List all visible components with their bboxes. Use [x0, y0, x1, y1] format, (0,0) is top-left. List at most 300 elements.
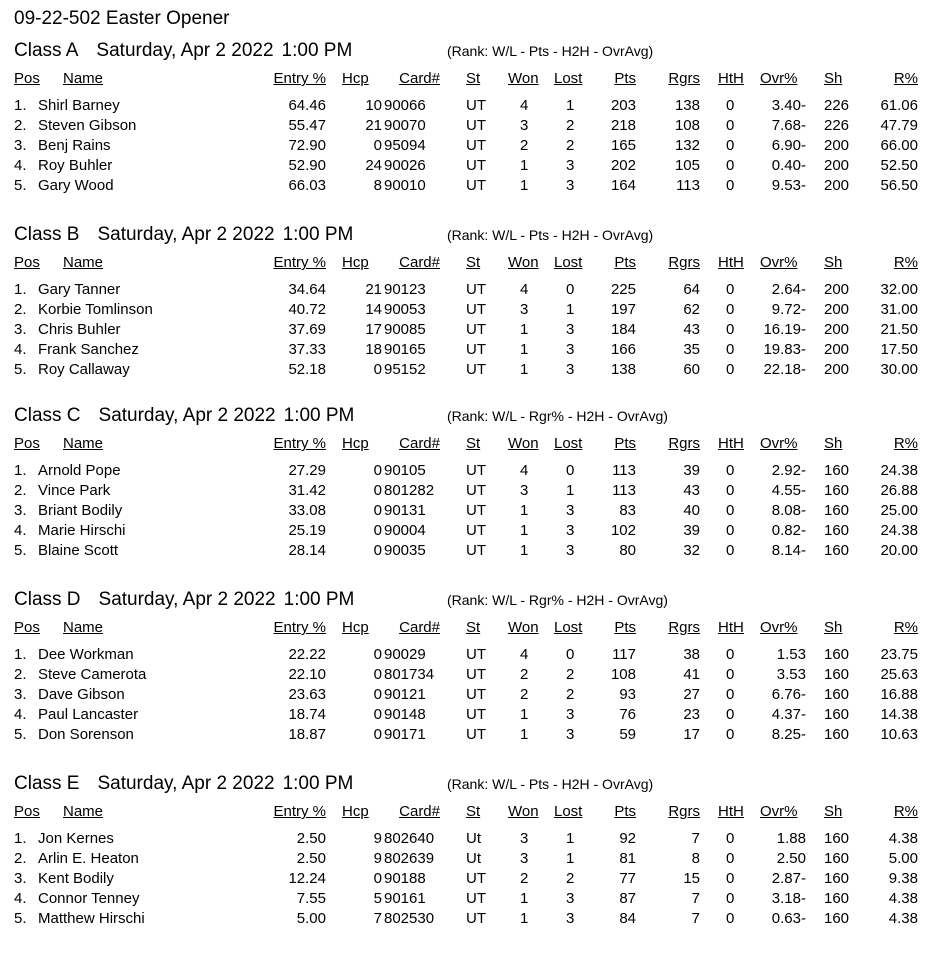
col-header-pts: Pts	[614, 619, 636, 636]
cell-name: Dave Gibson	[38, 686, 125, 703]
cell-r-pct: 24.38	[880, 462, 918, 479]
col-header-lost: Lost	[554, 254, 583, 271]
cell-card: 95152	[384, 361, 426, 378]
cell-name: Marie Hirschi	[38, 522, 126, 539]
cell-entry: 18.74	[288, 706, 326, 723]
col-header-won: Won	[508, 254, 539, 271]
cell-hth: 0	[726, 361, 735, 378]
cell-st: UT	[466, 97, 486, 114]
cell-hcp: 10	[365, 97, 382, 114]
col-header-ovr: Ovr%	[760, 254, 798, 271]
cell-card: 90085	[384, 321, 426, 338]
cell-entry: 2.50	[296, 850, 326, 867]
class-name: Class B	[14, 224, 80, 245]
cell-hth: 0	[726, 850, 735, 867]
cell-hcp: 7	[373, 910, 382, 927]
cell-lost: 3	[566, 706, 575, 723]
cell-ovr: 6.90-	[771, 137, 806, 154]
cell-pts: 76	[619, 706, 636, 723]
cell-hth: 0	[726, 542, 735, 559]
cell-ovr: 19.83-	[763, 341, 806, 358]
cell-hth: 0	[726, 281, 735, 298]
cell-won: 1	[520, 890, 529, 907]
class-section-b	[0, 224, 933, 408]
cell-name: Blaine Scott	[38, 542, 119, 559]
cell-ovr: 2.92-	[771, 462, 806, 479]
cell-card: 90066	[384, 97, 426, 114]
cell-hth: 0	[726, 726, 735, 743]
cell-hcp: 5	[373, 890, 382, 907]
cell-won: 4	[520, 97, 529, 114]
cell-hcp: 0	[373, 462, 382, 479]
col-header-hcp: Hcp	[342, 619, 369, 636]
cell-pos: 2.	[14, 666, 27, 683]
cell-rgrs: 41	[683, 666, 700, 683]
cell-r-pct: 17.50	[880, 341, 918, 358]
cell-sh: 200	[824, 301, 850, 318]
cell-pts: 203	[610, 97, 636, 114]
class-section-e	[0, 773, 933, 957]
cell-hcp: 0	[373, 646, 382, 663]
cell-hth: 0	[726, 482, 735, 499]
col-header-name: Name	[63, 435, 104, 452]
class-heading	[14, 224, 353, 246]
cell-card: 90053	[384, 301, 426, 318]
cell-hth: 0	[726, 462, 735, 479]
cell-st: UT	[466, 910, 486, 927]
col-header-lost: Lost	[554, 803, 583, 820]
cell-lost: 3	[566, 361, 575, 378]
cell-lost: 0	[566, 281, 575, 298]
cell-pts: 113	[612, 482, 636, 499]
col-header-r-pct: R%	[893, 435, 918, 452]
cell-hth: 0	[726, 97, 735, 114]
col-header-r-pct: R%	[893, 70, 918, 87]
cell-rgrs: 39	[683, 522, 700, 539]
cell-entry: 33.08	[288, 502, 326, 519]
class-date: Saturday, Apr 2 2022	[98, 589, 276, 610]
cell-rgrs: 35	[683, 341, 700, 358]
cell-hcp: 8	[373, 177, 382, 194]
cell-entry: 23.63	[288, 686, 326, 703]
cell-r-pct: 4.38	[888, 910, 918, 927]
col-header-st: St	[466, 254, 481, 271]
cell-card: 90161	[384, 890, 426, 907]
class-date: Saturday, Apr 2 2022	[97, 773, 275, 794]
cell-st: UT	[466, 361, 486, 378]
cell-pos: 3.	[14, 870, 27, 887]
cell-won: 1	[520, 177, 529, 194]
cell-pos: 1.	[14, 830, 27, 847]
cell-hcp: 17	[365, 321, 382, 338]
cell-lost: 3	[566, 522, 575, 539]
col-header-ovr: Ovr%	[760, 435, 798, 452]
cell-entry: 12.24	[288, 870, 326, 887]
cell-pts: 77	[619, 870, 636, 887]
cell-pts: 117	[612, 646, 636, 663]
cell-name: Gary Tanner	[38, 281, 121, 298]
cell-r-pct: 26.88	[880, 482, 918, 499]
class-name: Class E	[14, 773, 80, 794]
cell-lost: 3	[566, 890, 575, 907]
cell-pts: 93	[619, 686, 636, 703]
col-header-rgrs: Rgrs	[668, 803, 700, 820]
cell-hth: 0	[726, 321, 735, 338]
col-header-pos: Pos	[14, 435, 40, 452]
col-header-rgrs: Rgrs	[668, 254, 700, 271]
col-header-r-pct: R%	[893, 254, 918, 271]
cell-hth: 0	[726, 522, 735, 539]
cell-hth: 0	[726, 301, 735, 318]
cell-lost: 3	[566, 177, 575, 194]
cell-ovr: 9.53-	[771, 177, 806, 194]
cell-r-pct: 4.38	[888, 830, 918, 847]
cell-pos: 2.	[14, 850, 27, 867]
col-header-won: Won	[508, 619, 539, 636]
cell-rgrs: 43	[683, 321, 700, 338]
cell-st: UT	[466, 522, 486, 539]
cell-pts: 164	[610, 177, 636, 194]
cell-r-pct: 31.00	[880, 301, 918, 318]
cell-ovr: 8.14-	[771, 542, 806, 559]
cell-won: 2	[520, 666, 529, 683]
cell-hcp: 0	[373, 542, 382, 559]
col-header-st: St	[466, 435, 481, 452]
cell-card: 801734	[384, 666, 435, 683]
cell-sh: 160	[824, 726, 850, 743]
cell-won: 3	[520, 830, 529, 847]
class-name: Class A	[14, 40, 79, 61]
cell-name: Chris Buhler	[38, 321, 121, 338]
cell-card: 95094	[384, 137, 426, 154]
col-header-pos: Pos	[14, 619, 40, 636]
cell-lost: 1	[566, 97, 575, 114]
cell-pos: 2.	[14, 301, 27, 318]
cell-pts: 138	[610, 361, 636, 378]
cell-ovr: 2.50	[776, 850, 806, 867]
cell-card: 802640	[384, 830, 435, 847]
cell-ovr: 1.88	[776, 830, 806, 847]
cell-r-pct: 66.00	[880, 137, 918, 154]
col-header-entry: Entry %	[273, 619, 326, 636]
cell-sh: 160	[824, 870, 850, 887]
cell-won: 1	[520, 542, 529, 559]
col-header-hcp: Hcp	[342, 254, 369, 271]
cell-sh: 226	[824, 117, 850, 134]
cell-ovr: 2.64-	[771, 281, 806, 298]
cell-name: Arlin E. Heaton	[38, 850, 139, 867]
cell-sh: 160	[824, 910, 850, 927]
cell-sh: 160	[824, 686, 850, 703]
col-header-rgrs: Rgrs	[668, 435, 700, 452]
cell-rgrs: 132	[674, 137, 700, 154]
cell-pos: 4.	[14, 157, 27, 174]
cell-card: 90188	[384, 870, 426, 887]
col-header-pos: Pos	[14, 803, 40, 820]
cell-st: UT	[466, 646, 486, 663]
cell-hcp: 0	[373, 482, 382, 499]
col-header-card: Card#	[399, 619, 440, 636]
cell-pos: 5.	[14, 361, 27, 378]
cell-won: 3	[520, 117, 529, 134]
cell-rgrs: 64	[683, 281, 700, 298]
cell-hth: 0	[726, 137, 735, 154]
cell-r-pct: 16.88	[880, 686, 918, 703]
ranking-criteria: (Rank: W/L - Rgr% - H2H - OvrAvg)	[447, 408, 668, 424]
class-heading	[14, 589, 354, 611]
cell-won: 3	[520, 850, 529, 867]
cell-sh: 200	[824, 157, 850, 174]
col-header-st: St	[466, 619, 481, 636]
col-header-rgrs: Rgrs	[668, 619, 700, 636]
col-header-won: Won	[508, 803, 539, 820]
cell-name: Matthew Hirschi	[38, 910, 145, 927]
cell-lost: 2	[566, 686, 575, 703]
col-header-sh: Sh	[824, 70, 843, 87]
cell-rgrs: 17	[683, 726, 700, 743]
cell-st: UT	[466, 726, 486, 743]
cell-hcp: 0	[373, 726, 382, 743]
cell-card: 90123	[384, 281, 426, 298]
col-header-pts: Pts	[614, 803, 636, 820]
col-header-card: Card#	[399, 803, 440, 820]
cell-hcp: 14	[365, 301, 382, 318]
cell-won: 1	[520, 321, 529, 338]
cell-r-pct: 21.50	[880, 321, 918, 338]
cell-ovr: 3.40-	[771, 97, 806, 114]
col-header-won: Won	[508, 70, 539, 87]
cell-won: 1	[520, 726, 529, 743]
col-header-lost: Lost	[554, 435, 583, 452]
cell-pos: 4.	[14, 706, 27, 723]
cell-card: 90171	[384, 726, 426, 743]
cell-st: UT	[466, 301, 486, 318]
cell-pts: 218	[610, 117, 636, 134]
cell-ovr: 8.08-	[771, 502, 806, 519]
cell-hth: 0	[726, 910, 735, 927]
class-date: Saturday, Apr 2 2022	[98, 405, 276, 426]
col-header-entry: Entry %	[273, 803, 326, 820]
cell-entry: 18.87	[288, 726, 326, 743]
cell-st: UT	[466, 870, 486, 887]
cell-pos: 3.	[14, 137, 27, 154]
cell-entry: 31.42	[288, 482, 326, 499]
cell-won: 4	[520, 462, 529, 479]
cell-lost: 2	[566, 870, 575, 887]
cell-hcp: 0	[373, 666, 382, 683]
cell-hcp: 0	[373, 137, 382, 154]
cell-sh: 200	[824, 137, 850, 154]
cell-pts: 87	[619, 890, 636, 907]
cell-rgrs: 108	[674, 117, 700, 134]
col-header-name: Name	[63, 70, 104, 87]
cell-rgrs: 113	[676, 177, 700, 194]
cell-pts: 81	[619, 850, 636, 867]
class-section-d	[0, 589, 933, 773]
col-header-hth: HtH	[718, 435, 744, 452]
cell-rgrs: 105	[674, 157, 700, 174]
cell-hcp: 0	[373, 502, 382, 519]
cell-st: UT	[466, 281, 486, 298]
cell-card: 801282	[384, 482, 435, 499]
cell-pts: 165	[610, 137, 636, 154]
cell-sh: 200	[824, 321, 850, 338]
cell-r-pct: 25.63	[880, 666, 918, 683]
col-header-card: Card#	[399, 70, 440, 87]
cell-won: 1	[520, 157, 529, 174]
col-header-hth: HtH	[718, 803, 744, 820]
cell-pts: 202	[610, 157, 636, 174]
cell-name: Shirl Barney	[38, 97, 120, 114]
col-header-hth: HtH	[718, 254, 744, 271]
cell-entry: 25.19	[288, 522, 326, 539]
cell-r-pct: 14.38	[880, 706, 918, 723]
cell-won: 1	[520, 341, 529, 358]
class-time: 1:00 PM	[283, 405, 355, 426]
cell-entry: 66.03	[288, 177, 326, 194]
cell-sh: 160	[824, 706, 850, 723]
col-header-lost: Lost	[554, 70, 583, 87]
cell-entry: 27.29	[288, 462, 326, 479]
cell-entry: 72.90	[288, 137, 326, 154]
cell-st: UT	[466, 666, 486, 683]
cell-card: 90026	[384, 157, 426, 174]
class-time: 1:00 PM	[282, 224, 354, 245]
cell-won: 3	[520, 482, 529, 499]
cell-hth: 0	[726, 666, 735, 683]
cell-lost: 0	[566, 646, 575, 663]
class-name: Class C	[14, 405, 81, 426]
cell-r-pct: 23.75	[880, 646, 918, 663]
cell-r-pct: 61.06	[880, 97, 918, 114]
cell-name: Steve Camerota	[38, 666, 147, 683]
col-header-pts: Pts	[614, 70, 636, 87]
cell-sh: 160	[824, 502, 850, 519]
cell-hcp: 0	[373, 686, 382, 703]
cell-st: UT	[466, 341, 486, 358]
cell-won: 4	[520, 646, 529, 663]
col-header-card: Card#	[399, 254, 440, 271]
cell-ovr: 22.18-	[763, 361, 806, 378]
cell-won: 4	[520, 281, 529, 298]
cell-pts: 102	[610, 522, 636, 539]
ranking-criteria: (Rank: W/L - Rgr% - H2H - OvrAvg)	[447, 592, 668, 608]
col-header-ovr: Ovr%	[760, 70, 798, 87]
cell-ovr: 8.25-	[771, 726, 806, 743]
cell-st: Ut	[466, 830, 481, 847]
cell-hth: 0	[726, 686, 735, 703]
col-header-ovr: Ovr%	[760, 619, 798, 636]
cell-won: 2	[520, 686, 529, 703]
cell-sh: 200	[824, 281, 850, 298]
cell-hcp: 0	[373, 870, 382, 887]
class-time: 1:00 PM	[281, 40, 353, 61]
cell-name: Paul Lancaster	[38, 706, 139, 723]
cell-card: 90121	[384, 686, 426, 703]
cell-card: 90010	[384, 177, 426, 194]
cell-won: 3	[520, 301, 529, 318]
cell-lost: 1	[566, 301, 575, 318]
cell-lost: 3	[566, 341, 575, 358]
cell-pos: 1.	[14, 281, 27, 298]
cell-rgrs: 62	[683, 301, 700, 318]
cell-lost: 3	[566, 910, 575, 927]
cell-sh: 226	[824, 97, 850, 114]
cell-hth: 0	[726, 341, 735, 358]
class-time: 1:00 PM	[282, 773, 354, 794]
cell-entry: 28.14	[288, 542, 326, 559]
cell-hth: 0	[726, 502, 735, 519]
col-header-st: St	[466, 70, 481, 87]
cell-entry: 22.22	[288, 646, 326, 663]
cell-pts: 184	[610, 321, 636, 338]
cell-rgrs: 23	[683, 706, 700, 723]
cell-hth: 0	[726, 177, 735, 194]
cell-pos: 4.	[14, 890, 27, 907]
col-header-card: Card#	[399, 435, 440, 452]
cell-entry: 37.69	[288, 321, 326, 338]
cell-lost: 3	[566, 157, 575, 174]
cell-entry: 22.10	[288, 666, 326, 683]
cell-name: Connor Tenney	[38, 890, 140, 907]
cell-r-pct: 20.00	[880, 542, 918, 559]
cell-lost: 3	[566, 321, 575, 338]
cell-hth: 0	[726, 117, 735, 134]
cell-ovr: 4.55-	[771, 482, 806, 499]
cell-st: UT	[466, 157, 486, 174]
cell-ovr: 6.76-	[771, 686, 806, 703]
col-header-sh: Sh	[824, 435, 843, 452]
cell-lost: 2	[566, 137, 575, 154]
cell-ovr: 2.87-	[771, 870, 806, 887]
col-header-r-pct: R%	[893, 803, 918, 820]
cell-rgrs: 43	[683, 482, 700, 499]
cell-pos: 1.	[14, 646, 27, 663]
class-name: Class D	[14, 589, 81, 610]
cell-hth: 0	[726, 830, 735, 847]
cell-lost: 0	[566, 462, 575, 479]
cell-hcp: 9	[373, 850, 382, 867]
col-header-name: Name	[63, 619, 104, 636]
cell-lost: 2	[566, 666, 575, 683]
cell-r-pct: 25.00	[880, 502, 918, 519]
cell-r-pct: 30.00	[880, 361, 918, 378]
cell-pos: 5.	[14, 726, 27, 743]
cell-pos: 4.	[14, 522, 27, 539]
col-header-hcp: Hcp	[342, 435, 369, 452]
cell-r-pct: 56.50	[880, 177, 918, 194]
cell-name: Steven Gibson	[38, 117, 137, 134]
cell-entry: 52.18	[288, 361, 326, 378]
col-header-pts: Pts	[614, 435, 636, 452]
cell-st: UT	[466, 321, 486, 338]
cell-st: UT	[466, 686, 486, 703]
cell-hth: 0	[726, 890, 735, 907]
cell-r-pct: 32.00	[880, 281, 918, 298]
cell-lost: 3	[566, 726, 575, 743]
cell-hcp: 21	[365, 281, 382, 298]
cell-pos: 4.	[14, 341, 27, 358]
cell-ovr: 9.72-	[771, 301, 806, 318]
cell-hth: 0	[726, 870, 735, 887]
cell-sh: 160	[824, 482, 850, 499]
col-header-sh: Sh	[824, 254, 843, 271]
cell-pos: 2.	[14, 117, 27, 134]
cell-st: UT	[466, 502, 486, 519]
cell-rgrs: 7	[691, 910, 700, 927]
cell-card: 90131	[384, 502, 426, 519]
cell-name: Frank Sanchez	[38, 341, 139, 358]
